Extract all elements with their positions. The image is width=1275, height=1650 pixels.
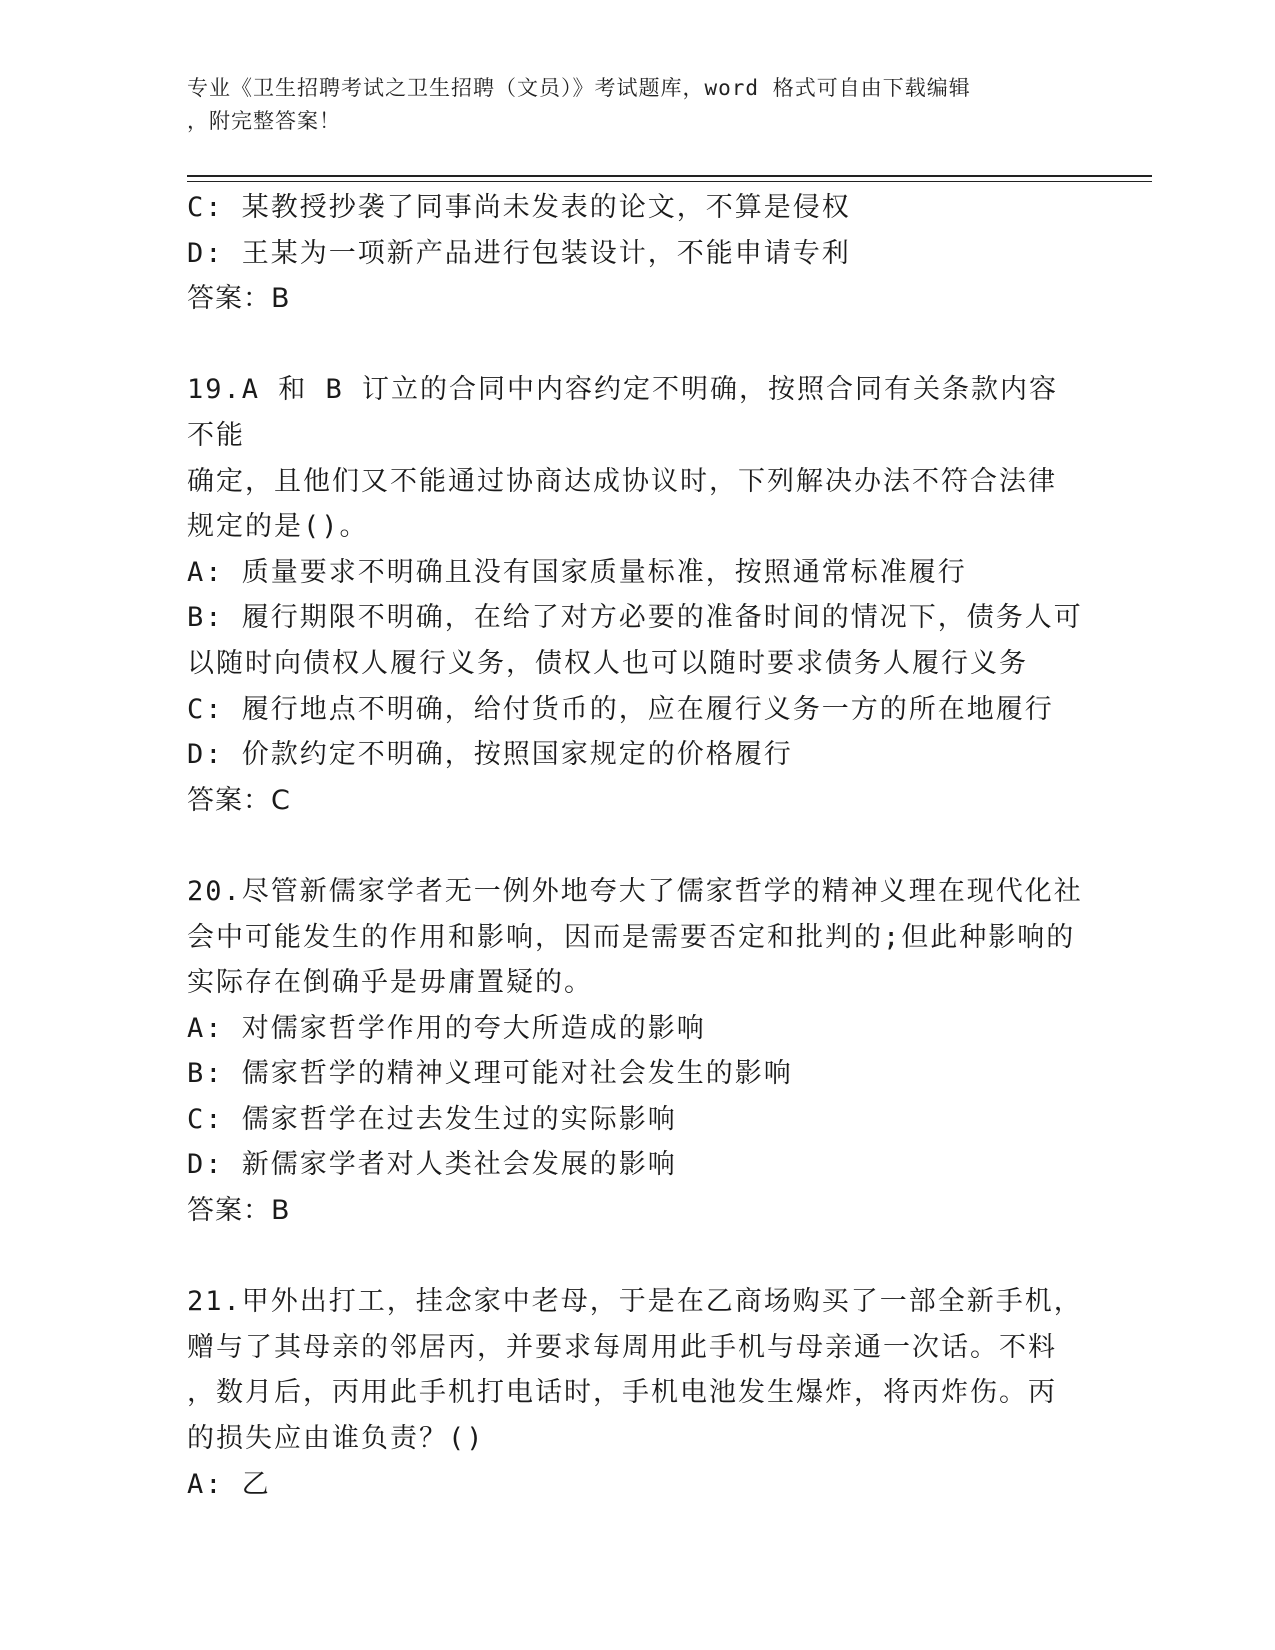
header-divider-thin <box>187 181 1152 182</box>
q19-option-d: D: 价款约定不明确，按照国家规定的价格履行 <box>187 739 793 771</box>
q18-option-c: C: 某教授抄袭了同事尚未发表的论文，不算是侵权 <box>187 192 851 223</box>
q19-stem-line-2: 确定，且他们又不能通过协商达成协议时，下列解决办法不符合法律 <box>187 465 1057 497</box>
q19-option-a: A: 质量要求不明确且没有国家质量标准，按照通常标准履行 <box>187 556 967 588</box>
q19-option-b-line-2: 以随时向债权人履行义务，债权人也可以随时要求债务人履行义务 <box>187 647 1028 679</box>
question-18-tail <box>187 185 1087 322</box>
spacer <box>187 1234 1087 1280</box>
question-20 <box>187 869 1087 1234</box>
q20-answer: 答案：B <box>187 1195 291 1227</box>
q19-option-b-line-1: B: 履行期限不明确，在给了对方必要的准备时间的情况下，债务人可 <box>187 602 1083 634</box>
header-divider-thick <box>187 175 1152 177</box>
header-line-1: 专业《卫生招聘考试之卫生招聘（文员）》考试题库，word 格式可自由下载编辑 <box>187 76 971 100</box>
document-header <box>187 72 1067 138</box>
q20-option-b: B: 儒家哲学的精神义理可能对社会发生的影响 <box>187 1058 793 1090</box>
question-21 <box>187 1279 1087 1507</box>
question-19 <box>187 367 1087 823</box>
q20-stem-line-1: 20.尽管新儒家学者无一例外地夸大了儒家哲学的精神义理在现代化社 <box>187 875 1083 907</box>
q18-option-d: D: 王某为一项新产品进行包装设计，不能申请专利 <box>187 237 851 269</box>
q21-option-a: A: 乙 <box>187 1468 271 1500</box>
spacer <box>187 322 1087 368</box>
q20-option-c: C: 儒家哲学在过去发生过的实际影响 <box>187 1103 677 1135</box>
q21-stem-line-3: ，数月后，丙用此手机打电话时，手机电池发生爆炸，将丙炸伤。丙 <box>187 1377 1057 1409</box>
q19-stem-line-1: 19.A 和 B 订立的合同中内容约定不明确，按照合同有关条款内容不能 <box>187 374 1059 451</box>
q21-stem-line-2: 赠与了其母亲的邻居丙，并要求每周用此手机与母亲通一次话。不料 <box>187 1331 1057 1363</box>
q20-stem-line-3: 实际存在倒确乎是毋庸置疑的。 <box>187 967 593 999</box>
header-line-2: ，附完整答案！ <box>187 109 341 133</box>
q19-option-c: C: 履行地点不明确，给付货币的，应在履行义务一方的所在地履行 <box>187 693 1054 725</box>
q20-option-a: A: 对儒家哲学作用的夸大所造成的影响 <box>187 1012 706 1044</box>
q20-stem-line-2: 会中可能发生的作用和影响，因而是需要否定和批判的;但此种影响的 <box>187 921 1076 953</box>
q19-answer: 答案：C <box>187 784 291 816</box>
q20-option-d: D: 新儒家学者对人类社会发展的影响 <box>187 1149 677 1181</box>
q21-stem-line-1: 21.甲外出打工，挂念家中老母，于是在乙商场购买了一部全新手机， <box>187 1286 1083 1318</box>
q19-stem-line-3: 规定的是()。 <box>187 511 369 543</box>
q18-answer: 答案：B <box>187 283 291 315</box>
spacer <box>187 823 1087 869</box>
document-body <box>187 185 1087 1507</box>
q21-stem-line-4: 的损失应由谁负责？() <box>187 1423 485 1455</box>
